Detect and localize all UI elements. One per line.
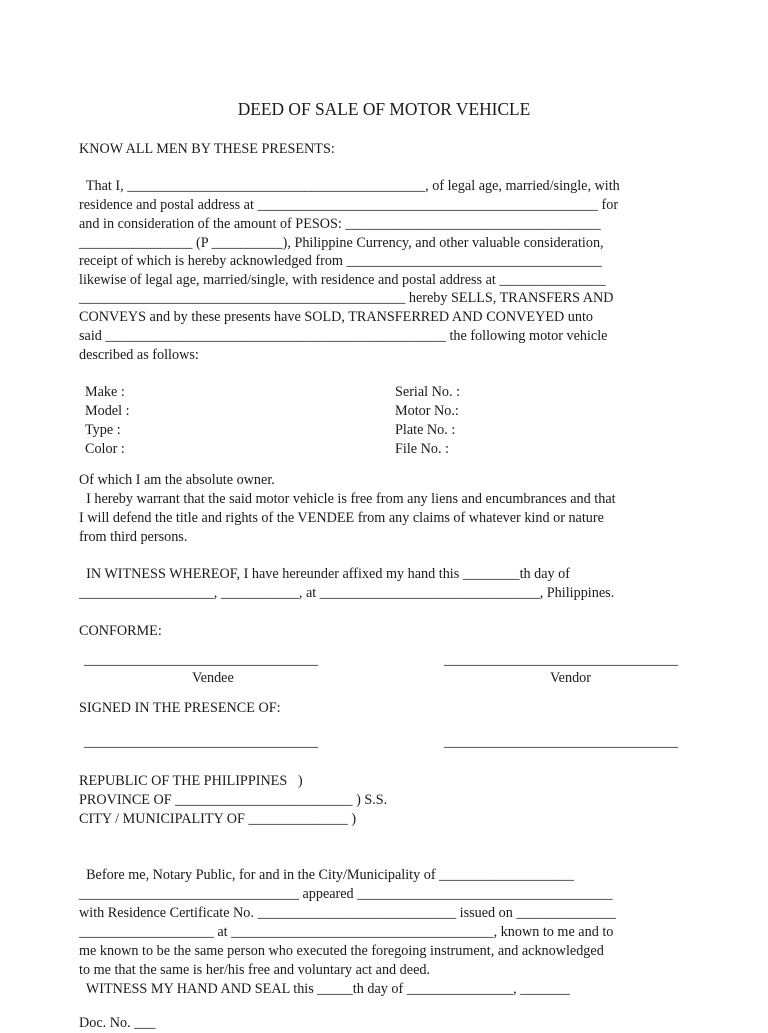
witness-signature-line-1: _________________________________ bbox=[84, 734, 319, 750]
sale-line: described as follows: bbox=[79, 347, 199, 363]
sale-line: ________________ (P __________), Philippine Currency, and other valuable consideration, bbox=[79, 235, 604, 251]
notary-line: Before me, Notary Public, for and in the City/Municipality of ___________________ bbox=[79, 867, 574, 883]
sale-line: That I, __________________________________________, of legal age, married/single, with bbox=[79, 178, 620, 194]
motor-no-label: Motor No.: bbox=[395, 403, 459, 419]
file-no-label: File No. : bbox=[395, 441, 449, 457]
notary-line: with Residence Certificate No. ____________________________ issued on ______________ bbox=[79, 905, 616, 921]
type-label: Type : bbox=[85, 422, 121, 438]
notary-line: _______________________________ appeared ____________________________________ bbox=[79, 886, 613, 902]
preamble: KNOW ALL MEN BY THESE PRESENTS: bbox=[79, 141, 335, 157]
witness-line: ___________________, ___________, at _______________________________, Philippines. bbox=[79, 585, 615, 601]
sale-line: receipt of which is hereby acknowledged from ____________________________________ bbox=[79, 253, 602, 269]
sale-line: ______________________________________________ hereby SELLS, TRANSFERS AND bbox=[79, 290, 614, 306]
vendee-signature-line: _________________________________ bbox=[84, 652, 319, 668]
notary-line: to me that the same is her/his free and voluntary act and deed. bbox=[79, 962, 431, 978]
jurisdiction-line: REPUBLIC OF THE PHILIPPINES ) bbox=[79, 773, 303, 789]
witness-signature-line-2: _________________________________ bbox=[444, 734, 679, 750]
notary-line: me known to be the same person who executed the foregoing instrument, and acknowledged bbox=[79, 943, 604, 959]
doc-no-label: Doc. No. ___ bbox=[79, 1015, 156, 1031]
vendor-label: Vendor bbox=[550, 670, 591, 686]
notary-line: ___________________ at _____________________________________, known to me and to bbox=[79, 924, 614, 940]
color-label: Color : bbox=[85, 441, 125, 457]
serial-no-label: Serial No. : bbox=[395, 384, 461, 400]
vendee-label: Vendee bbox=[192, 670, 234, 686]
sale-line: residence and postal address at ________________________________________________ for bbox=[79, 197, 619, 213]
jurisdiction-line: PROVINCE OF _________________________ ) S.S. bbox=[79, 792, 388, 808]
make-label: Make : bbox=[85, 384, 125, 400]
sale-line: and in consideration of the amount of PESOS: ____________________________________ bbox=[79, 216, 601, 232]
jurisdiction-line: CITY / MUNICIPALITY OF ______________ ) bbox=[79, 811, 357, 827]
vendor-signature-line: _________________________________ bbox=[444, 652, 679, 668]
warranty-line: I hereby warrant that the said motor vehicle is free from any liens and encumbrances and that bbox=[79, 491, 616, 507]
document-title: DEED OF SALE OF MOTOR VEHICLE bbox=[237, 99, 531, 119]
sale-line: said ________________________________________________ the following motor vehicle bbox=[79, 328, 608, 344]
warranty-line: from third persons. bbox=[79, 529, 188, 545]
witness-line: IN WITNESS WHEREOF, I have hereunder affixed my hand this ________th day of bbox=[79, 566, 570, 582]
sale-line: likewise of legal age, married/single, with residence and postal address at _______________ bbox=[79, 272, 606, 288]
notary-line: WITNESS MY HAND AND SEAL this _____th day of _______________, _______ bbox=[79, 981, 570, 997]
sale-line: CONVEYS and by these presents have SOLD, TRANSFERRED AND CONVEYED unto bbox=[79, 309, 594, 325]
model-label: Model : bbox=[85, 403, 130, 419]
warranty-line: Of which I am the absolute owner. bbox=[79, 472, 275, 488]
signed-presence-label: SIGNED IN THE PRESENCE OF: bbox=[79, 700, 281, 716]
plate-no-label: Plate No. : bbox=[395, 422, 456, 438]
conforme-label: CONFORME: bbox=[79, 623, 162, 639]
warranty-line: I will defend the title and rights of the VENDEE from any claims of whatever kind or nature bbox=[79, 510, 604, 526]
